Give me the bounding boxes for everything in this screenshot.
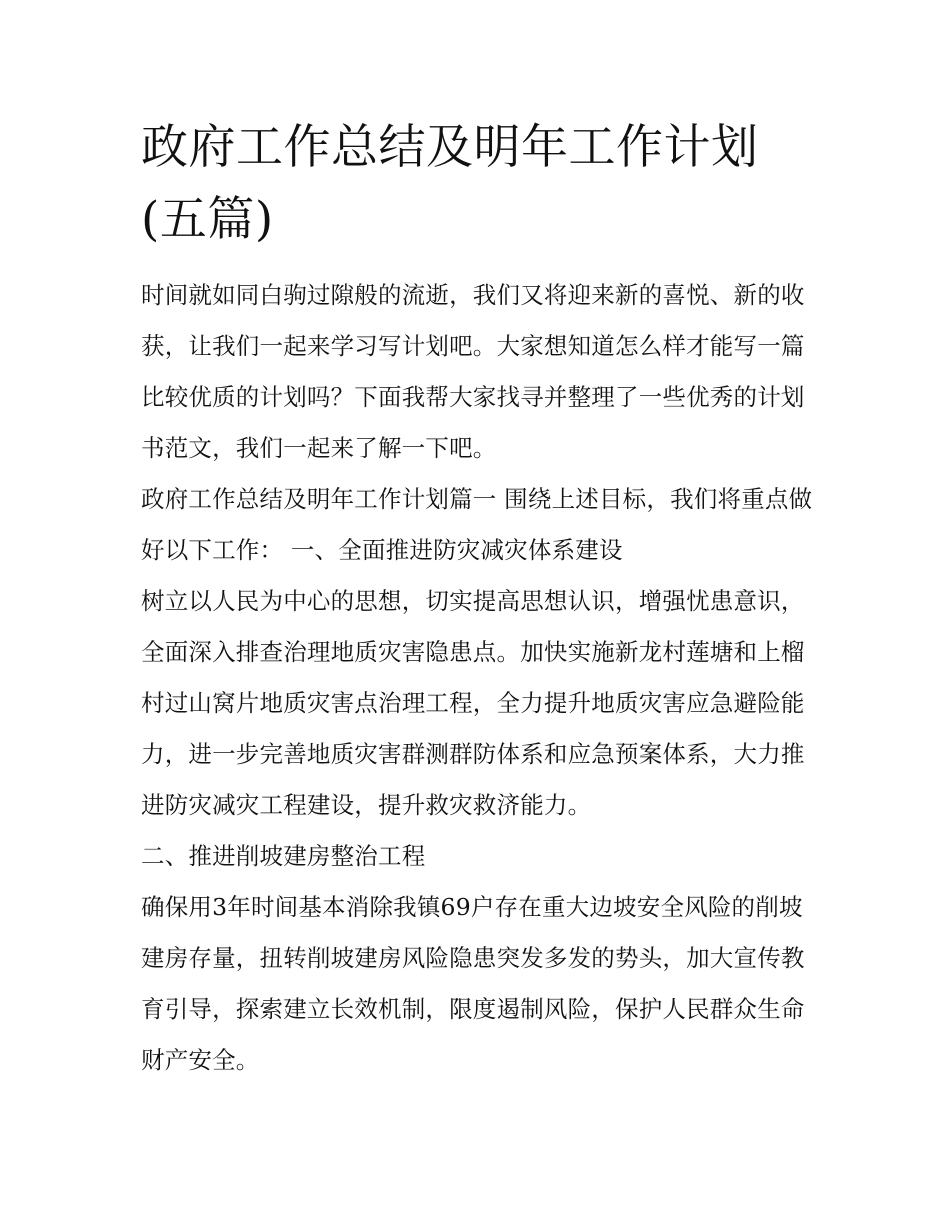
section-two-heading: 二、推进削坡建房整治工程: [141, 842, 426, 870]
disaster-prevention-paragraph: 树立以人民为中心的思想，切实提高思想认识，增强忧患意识，全面深入排查治理地质灾害隐患点。加快实施新龙村莲塘和上榴村过山窝片地质灾害点治理工程，全力提升地质灾害应急避险能力，进一步完善地质灾害群测群防体系和应急预案体系，大力推进防灾减灾工程建设，提升救灾救济能力。: [141, 587, 805, 819]
document-title: 政府工作总结及明年工作计划(五篇): [141, 120, 759, 247]
document-body: [141, 112, 813, 1086]
section-one-paragraph: 政府工作总结及明年工作计划篇一 围绕上述目标，我们将重点做好以下工作： 一、全面推进防灾减灾体系建设: [141, 485, 813, 564]
intro-paragraph: 时间就如同白驹过隙般的流逝，我们又将迎来新的喜悦、新的收获，让我们一起来学习写计划吧。大家想知道怎么样才能写一篇比较优质的计划吗？下面我帮大家找寻并整理了一些优秀的计划书范文，我们一起来了解一下吧。: [141, 281, 805, 462]
slope-housing-paragraph: 确保用3年时间基本消除我镇69户存在重大边坡安全风险的削坡建房存量，扭转削坡建房风险隐患突发多发的势头，加大宣传教育引导，探索建立长效机制，限度遏制风险，保护人民群众生命财产安全。: [141, 893, 805, 1074]
